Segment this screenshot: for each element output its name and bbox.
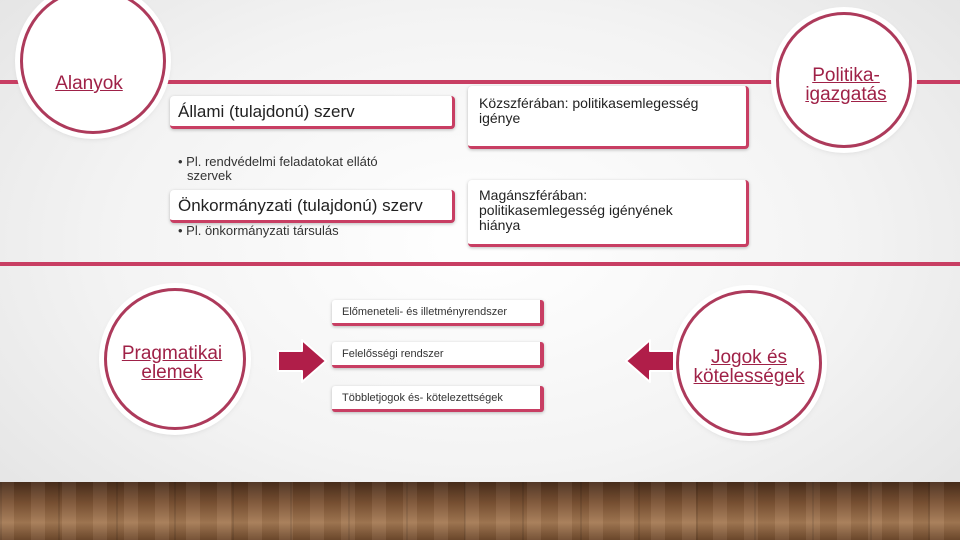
center-item-label: Többletjogok és- kötelezettségek	[342, 391, 503, 404]
allami-title: Állami (tulajdonú) szerv	[178, 102, 355, 121]
jogok-line-2: kötelességek	[693, 366, 805, 387]
kozszfera-line-1: Közszférában: politikasemlegesség	[479, 95, 699, 111]
kozszfera-box	[468, 86, 749, 149]
wooden-floor	[0, 482, 960, 540]
center-item-label: Felelősségi rendszer	[342, 347, 444, 360]
pragmatikai-line-2: elemek	[141, 362, 203, 383]
center-item	[332, 342, 544, 368]
maganszfera-box	[468, 180, 749, 247]
center-item	[332, 300, 544, 326]
allami-bullet	[178, 155, 458, 183]
politika-line-1: Politika-	[812, 65, 880, 86]
onkormanyzati-title: Önkormányzati (tulajdonú) szerv	[178, 196, 423, 215]
center-item	[332, 386, 544, 412]
alanyok-label	[44, 74, 134, 93]
center-item-label: Előmeneteli- és illetményrendszer	[342, 305, 508, 318]
maganszfera-line-2: politikasemlegesség igényének	[479, 202, 673, 218]
left-arrow-icon	[624, 338, 676, 384]
alanyok-text: Alanyok	[55, 73, 123, 94]
jogok-label	[676, 348, 822, 386]
kozszfera-line-2: igénye	[479, 110, 521, 126]
allami-bullet-line-1: • Pl. rendvédelmi feladatokat ellátó	[178, 154, 378, 169]
onkormanyzati-bullet	[178, 224, 458, 238]
politika-label	[786, 66, 906, 104]
pragmatikai-label	[106, 344, 238, 382]
pragmatikai-line-1: Pragmatikai	[121, 343, 223, 364]
jogok-line-1: Jogok és	[710, 347, 788, 368]
allami-box	[170, 96, 455, 129]
politika-line-2: igazgatás	[805, 84, 887, 105]
onkormanyzati-bullet-text: • Pl. önkormányzati társulás	[178, 223, 339, 238]
middle-accent-band	[0, 262, 960, 266]
maganszfera-line-3: hiánya	[479, 217, 521, 233]
allami-bullet-line-2: szervek	[187, 168, 232, 183]
maganszfera-line-1: Magánszférában:	[479, 187, 588, 203]
right-arrow-icon	[276, 338, 328, 384]
onkormanyzati-box	[170, 190, 455, 223]
